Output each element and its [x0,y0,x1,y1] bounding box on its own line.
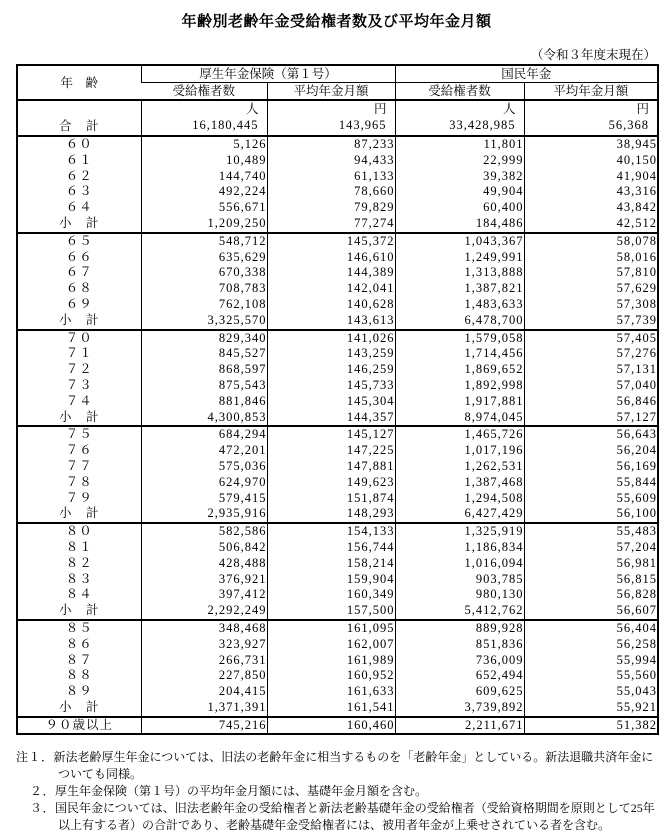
value-cell: 1,017,196 [395,443,524,459]
col-header-recipients-kokumin: 受給権者数 [395,83,524,101]
table-row [17,297,658,313]
value-cell: 428,488 [141,556,267,572]
value-cell: 55,994 [524,653,658,669]
value-cell: 11,801 [395,136,524,153]
value-cell: 2,292,249 [141,603,267,620]
value-cell: 57,040 [524,378,658,394]
value-cell: 147,881 [267,459,395,475]
value-cell [524,100,658,136]
value-cell: 41,904 [524,169,658,185]
age-cell: ９０歳以上 [45,717,113,732]
table-row [17,265,658,281]
value-cell: 43,316 [524,184,658,200]
age-cell: ８５ [65,620,93,635]
table-row [17,684,658,700]
value-cell: 157,500 [267,603,395,620]
table-header [17,65,658,100]
table-row [17,540,658,556]
age-cell: ８７ [65,652,93,667]
value-cell: 160,952 [267,668,395,684]
value-cell: 145,127 [267,426,395,443]
value-cell: 889,928 [395,620,524,637]
value-cell: 38,945 [524,136,658,153]
value-cell: 579,415 [141,491,267,507]
value-cell: 55,921 [524,700,658,717]
value-cell: 1,186,834 [395,540,524,556]
value-cell: 266,731 [141,653,267,669]
age-cell: ７５ [65,427,93,442]
total-value: 33,428,985 [449,118,516,132]
header-row-groups [17,65,658,83]
age-cell: ６５ [65,233,93,248]
value-cell: 87,233 [267,136,395,153]
value-cell: 6,427,429 [395,506,524,523]
value-cell: 609,625 [395,684,524,700]
value-cell: 635,629 [141,250,267,266]
value-cell: 56,100 [524,506,658,523]
value-cell: 745,216 [141,717,267,735]
value-cell: 1,313,888 [395,265,524,281]
unit-label: 円 [374,102,387,116]
value-cell: 881,846 [141,394,267,410]
col-group-kosei-nenkin: 厚生年金保険（第１号） [141,65,395,83]
value-cell: 148,293 [267,506,395,523]
table-row [17,362,658,378]
value-cell: 1,043,367 [395,233,524,250]
value-cell: 829,340 [141,330,267,347]
table-row [17,184,658,200]
col-header-recipients-kosei: 受給権者数 [172,84,235,98]
value-cell: 56,404 [524,620,658,637]
table-row [17,200,658,216]
value-cell: 1,917,881 [395,394,524,410]
value-cell: 43,842 [524,200,658,216]
footnote-2 [16,783,660,800]
value-cell: 184,486 [395,216,524,233]
col-header-avg-kokumin: 平均年金月額 [524,83,658,101]
age-cell: ６２ [65,168,93,183]
value-cell: 57,204 [524,540,658,556]
age-cell: 小 計 [58,312,100,327]
value-cell [267,100,395,136]
value-cell: 1,325,919 [395,523,524,540]
age-cell: ６７ [65,265,93,280]
value-cell: 652,494 [395,668,524,684]
value-cell: 154,133 [267,523,395,540]
value-cell: 143,259 [267,346,395,362]
value-cell: 1,294,508 [395,491,524,507]
value-cell: 56,607 [524,603,658,620]
age-cell: ７１ [65,346,93,361]
value-cell: 903,785 [395,572,524,588]
table-row [17,136,658,153]
footnote-text: 厚生年金保険（第１号）の平均年金月額には、基礎年金月額を含む。 [55,784,428,799]
table-row [17,587,658,603]
table-row [17,475,658,491]
age-cell: ６８ [65,281,93,296]
value-cell: 78,660 [267,184,395,200]
subtotal-row [17,410,658,427]
col-header-age: 年 齢 [60,75,98,90]
value-cell: 980,130 [395,587,524,603]
value-cell: 1,249,991 [395,250,524,266]
value-cell: 376,921 [141,572,267,588]
value-cell: 575,036 [141,459,267,475]
value-cell: 57,276 [524,346,658,362]
table-row [17,346,658,362]
table-row [17,153,658,169]
table-row [17,668,658,684]
value-cell: 10,489 [141,153,267,169]
pension-table [16,64,659,735]
value-cell: 51,382 [524,717,658,735]
value-cell: 1,714,456 [395,346,524,362]
value-cell: 55,043 [524,684,658,700]
value-cell: 159,904 [267,572,395,588]
value-cell: 143,613 [267,313,395,330]
value-cell: 845,527 [141,346,267,362]
value-cell: 4,300,853 [141,410,267,427]
value-cell: 1,465,726 [395,426,524,443]
footnote-text: 新法老齢厚生年金については、旧法の老齢年金に相当するものを「老齢年金」としている。新法退職共済年金についても同様。 [53,750,654,782]
value-cell: 227,850 [141,668,267,684]
value-cell: 6,478,700 [395,313,524,330]
value-cell: 145,372 [267,233,395,250]
value-cell: 472,201 [141,443,267,459]
value-cell: 1,387,468 [395,475,524,491]
footnote-3 [16,800,660,834]
table-row [17,653,658,669]
table-row [17,330,658,347]
value-cell: 145,733 [267,378,395,394]
table-row [17,394,658,410]
age-cell: ８８ [65,668,93,683]
age-cell: ６０ [65,137,93,151]
value-cell: 56,643 [524,426,658,443]
value-cell: 94,433 [267,153,395,169]
value-cell: 3,325,570 [141,313,267,330]
age-cell: ７３ [65,377,93,392]
value-cell: 161,989 [267,653,395,669]
value-cell: 1,483,633 [395,297,524,313]
age-cell: ７８ [65,474,93,489]
age-cell: ８１ [65,539,93,554]
value-cell: 57,308 [524,297,658,313]
age-cell: ６１ [65,152,93,167]
age-cell: 小 計 [58,506,100,521]
value-cell: 146,259 [267,362,395,378]
table-body [17,100,658,734]
value-cell: 8,974,045 [395,410,524,427]
table-row [17,169,658,185]
subtotal-row [17,700,658,717]
total-value: 16,180,445 [192,118,259,132]
col-header-avg-kosei: 平均年金月額 [267,83,395,101]
value-cell: 39,382 [395,169,524,185]
table-row [17,717,658,735]
age-cell: ８２ [65,555,93,570]
value-cell: 149,623 [267,475,395,491]
value-cell: 57,131 [524,362,658,378]
age-cell: ７７ [65,458,93,473]
as-of-date: （令和３年度末現在） [530,48,656,62]
age-cell: ６６ [65,249,93,264]
age-cell: 小 計 [58,603,100,618]
value-cell: 5,412,762 [395,603,524,620]
value-cell: 147,225 [267,443,395,459]
value-cell: 548,712 [141,233,267,250]
value-cell: 56,258 [524,637,658,653]
value-cell: 1,869,652 [395,362,524,378]
value-cell: 684,294 [141,426,267,443]
footnote-1 [16,749,660,783]
value-cell: 56,981 [524,556,658,572]
age-cell: ８９ [65,684,93,699]
value-cell: 1,209,250 [141,216,267,233]
value-cell: 1,579,058 [395,330,524,347]
table-row [17,637,658,653]
value-cell: 57,405 [524,330,658,347]
value-cell: 708,783 [141,281,267,297]
value-cell: 141,026 [267,330,395,347]
value-cell: 156,744 [267,540,395,556]
total-row [17,100,658,136]
value-cell: 55,560 [524,668,658,684]
value-cell: 142,041 [267,281,395,297]
value-cell: 42,512 [524,216,658,233]
value-cell: 57,810 [524,265,658,281]
value-cell: 736,009 [395,653,524,669]
value-cell: 49,904 [395,184,524,200]
value-cell: 55,844 [524,475,658,491]
age-cell: ８０ [65,524,93,539]
value-cell: 161,633 [267,684,395,700]
value-cell [141,100,267,136]
table-row [17,250,658,266]
age-cell: ７９ [65,490,93,505]
value-cell: 55,609 [524,491,658,507]
value-cell: 145,304 [267,394,395,410]
value-cell: 851,836 [395,637,524,653]
footnotes [16,749,660,834]
value-cell: 58,078 [524,233,658,250]
value-cell: 144,357 [267,410,395,427]
value-cell: 57,629 [524,281,658,297]
value-cell: 161,541 [267,700,395,717]
value-cell: 158,214 [267,556,395,572]
subtotal-row [17,506,658,523]
footnote-marker: ３． [30,801,56,816]
value-cell: 144,740 [141,169,267,185]
value-cell: 875,543 [141,378,267,394]
table-row [17,572,658,588]
value-cell: 323,927 [141,637,267,653]
value-cell: 348,468 [141,620,267,637]
table-row [17,426,658,443]
value-cell: 58,016 [524,250,658,266]
unit-label: 人 [503,102,516,116]
age-cell: ７６ [65,443,93,458]
table-row [17,281,658,297]
value-cell: 160,349 [267,587,395,603]
value-cell: 56,815 [524,572,658,588]
footnote-marker: 注１． [16,750,54,765]
footnote-marker: ２． [30,784,56,799]
age-cell: ６４ [65,200,93,215]
age-cell: ７２ [65,362,93,377]
age-cell: 小 計 [58,699,100,714]
value-cell: 670,338 [141,265,267,281]
value-cell: 397,412 [141,587,267,603]
value-cell: 22,999 [395,153,524,169]
value-cell: 57,127 [524,410,658,427]
value-cell: 2,935,916 [141,506,267,523]
page-title: 年齢別老齢年金受給権者数及び平均年金月額 [181,13,492,30]
age-cell: ７４ [65,393,93,408]
unit-label: 人 [245,102,259,116]
table-row [17,620,658,637]
total-value: 143,965 [338,118,387,132]
value-cell: 61,133 [267,169,395,185]
value-cell: 57,739 [524,313,658,330]
total-value: 56,368 [608,118,650,132]
value-cell: 146,610 [267,250,395,266]
value-cell: 144,389 [267,265,395,281]
value-cell: 556,671 [141,200,267,216]
value-cell: 151,874 [267,491,395,507]
value-cell: 582,586 [141,523,267,540]
age-cell: 小 計 [58,215,100,230]
col-group-kokumin-nenkin: 国民年金 [395,65,658,83]
age-cell: ８４ [65,587,93,602]
value-cell: 506,842 [141,540,267,556]
value-cell: 1,016,094 [395,556,524,572]
value-cell: 1,387,821 [395,281,524,297]
age-cell: ８３ [65,571,93,586]
value-cell: 5,126 [141,136,267,153]
value-cell: 492,224 [141,184,267,200]
value-cell: 140,628 [267,297,395,313]
subtotal-row [17,216,658,233]
value-cell: 160,460 [267,717,395,735]
value-cell: 161,095 [267,620,395,637]
age-cell: ６９ [65,296,93,311]
table-row [17,378,658,394]
subtotal-row [17,603,658,620]
value-cell: 1,371,391 [141,700,267,717]
value-cell: 77,274 [267,216,395,233]
age-cell: ７０ [65,330,93,345]
value-cell: 868,597 [141,362,267,378]
value-cell: 40,150 [524,153,658,169]
value-cell: 55,483 [524,523,658,540]
value-cell: 762,108 [141,297,267,313]
unit-label: 円 [636,102,650,116]
value-cell: 79,829 [267,200,395,216]
value-cell: 56,846 [524,394,658,410]
value-cell: 2,211,671 [395,717,524,735]
age-cell: 小 計 [58,409,100,424]
value-cell: 1,892,998 [395,378,524,394]
value-cell: 60,400 [395,200,524,216]
value-cell: 624,970 [141,475,267,491]
table-row [17,443,658,459]
value-cell: 56,169 [524,459,658,475]
table-row [17,556,658,572]
value-cell: 56,204 [524,443,658,459]
table-row [17,233,658,250]
value-cell: 56,828 [524,587,658,603]
age-cell: ６３ [65,184,93,199]
subtotal-row [17,313,658,330]
table-row [17,523,658,540]
age-cell: 合 計 [58,119,100,133]
footnote-text: 国民年金については、旧法老齢年金の受給権者と新法老齢基礎年金の受給権者（受給資格期間を原則として25年以上有する者）の合計であり、老齢基礎年金受給権者には、被用者年金が上乗せされている者を含む。 [55,801,655,833]
table-row [17,459,658,475]
value-cell: 204,415 [141,684,267,700]
value-cell: 1,262,531 [395,459,524,475]
value-cell [395,100,524,136]
value-cell: 162,007 [267,637,395,653]
value-cell: 3,739,892 [395,700,524,717]
age-cell: ８６ [65,636,93,651]
table-row [17,491,658,507]
